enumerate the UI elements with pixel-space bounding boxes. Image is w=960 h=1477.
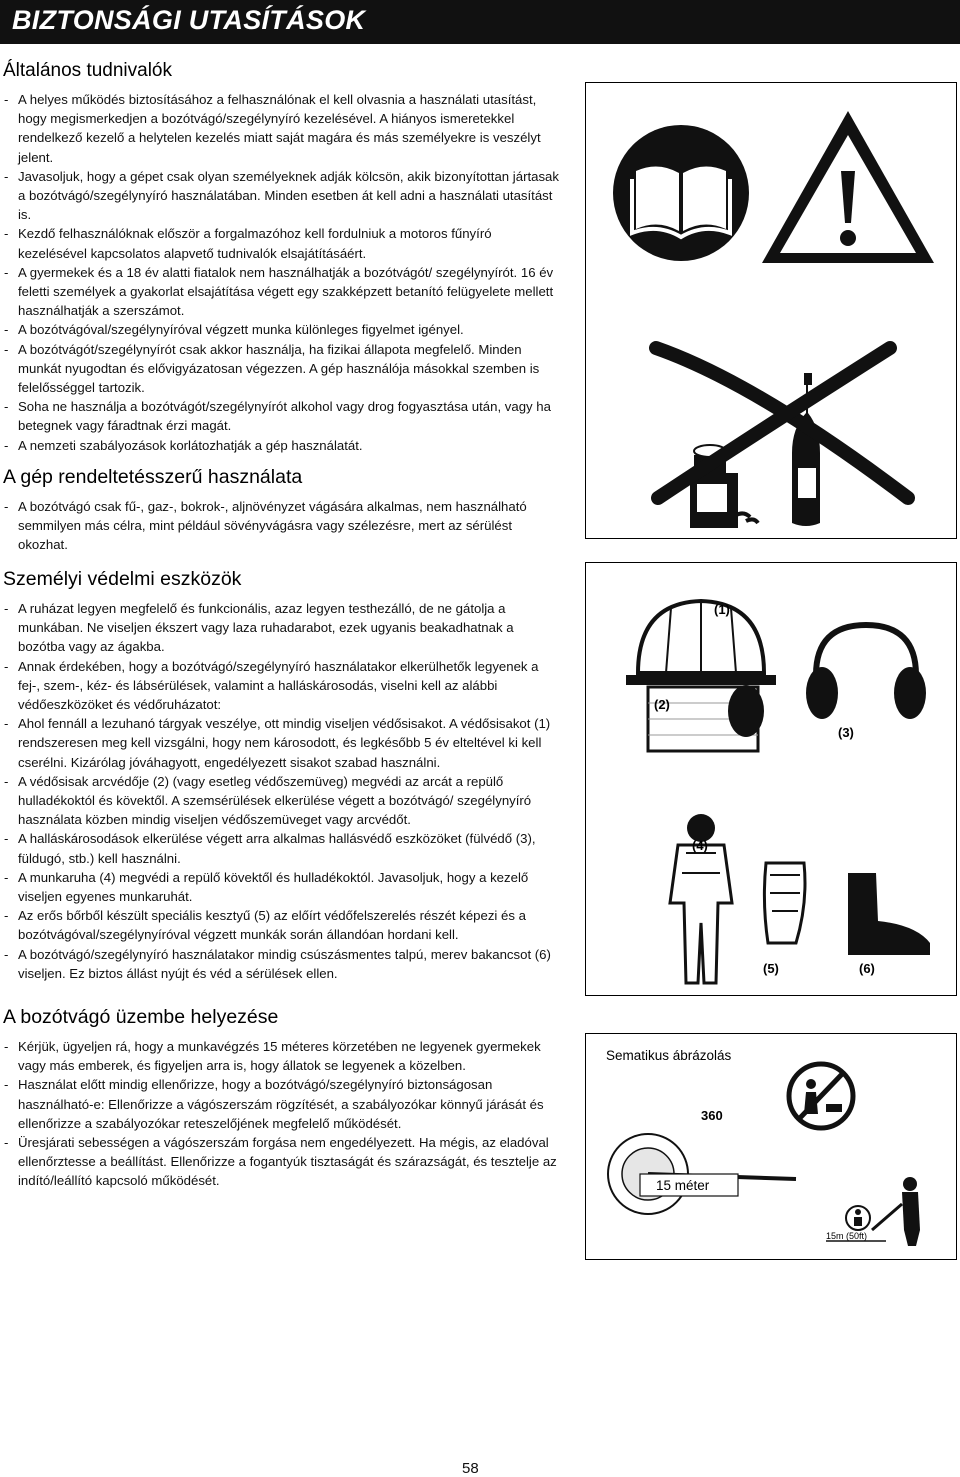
read-manual-icon [613, 125, 749, 261]
section-title: A gép rendeltetésszerű használata [3, 466, 303, 488]
label-2: (2) [654, 697, 670, 712]
list-item: - Javasoljuk, hogy a gépet csak olyan személyeknek adják kölcsön, akik bizonyítottan jártasak a bozótvágó/szegélynyíró használatában. Minden esetben át kell adni a használati utasítást is. [0, 167, 560, 225]
no-alcohol-icon [656, 348, 908, 528]
ppe-figure [585, 562, 957, 996]
item-list [0, 90, 560, 455]
list-item: - A ruházat legyen megfelelő és funkcionális, azaz legyen testhezálló, de ne gátolja a munkában. Ne viseljen ékszert vagy laza ruhadarabot, ezek ugyanis beakadhatnak a bozótba vagy az ágakba. [0, 599, 560, 657]
warning-triangle-icon [762, 111, 934, 263]
list-item: - A védősisak arcvédője (2) (vagy esetleg védőszemüveg) megvédi az arcát a repülő hulladékoktól és kövektől. A szemsérülések elkerülése végett a bozótvágó/ szegélynyíró használata közben mindig viseljen védőszemüveget vagy arcvédőt. [0, 772, 560, 830]
page-header [0, 0, 960, 44]
angle-label: 360 [701, 1108, 723, 1123]
list-item: - Annak érdekében, hogy a bozótvágó/szegélynyíró használatakor elkerülhetők legyenek a fej-, szem-, kéz- és lábsérülések, valamint a halláskárosodás, viselni kell az alábbi védőeszközöket és védőruházatot: [0, 657, 560, 715]
ppe-illustration [586, 563, 956, 995]
list-item: - A nemzeti szabályozások korlátozhatják a gép használatát. [0, 436, 560, 455]
label-3: (3) [838, 725, 854, 740]
section-title: Általános tudnivalók [3, 60, 172, 81]
no-people-icon [789, 1064, 853, 1128]
section-startup [0, 1006, 560, 1191]
list-item: - Kérjük, ügyeljen rá, hogy a munkavégzés 15 méteres körzetében ne legyenek gyermekek vagy más emberek, és figyeljen arra is, hogy állatok se legyenek a közelben. [0, 1037, 560, 1075]
page-title: BIZTONSÁGI UTASÍTÁSOK [12, 5, 366, 35]
distance-label: 15 méter [656, 1178, 710, 1193]
section-title: Személyi védelmi eszközök [3, 568, 242, 590]
list-item: - Használat előtt mindig ellenőrizze, hogy a bozótvágó/szegélynyíró biztonságosan használható-e: Ellenőrizze a vágószerszám rögzítését, a szabályozókar könnyű járását és ellenőrizze a szabályozókar reteszelőjének megfelelő működését. [0, 1075, 560, 1133]
label-5: (5) [763, 961, 779, 976]
list-item: - A bozótvágó/szegélynyíró használatakor mindig csúszásmentes talpú, merev bakancsot (6) viseljen. Ez biztos állást nyújt és véd a sérülések ellen. [0, 945, 560, 983]
list-item: - Soha ne használja a bozótvágót/szegélynyírót alkohol vagy drog fogyasztása után, vagy ha betegnek vagy fáradtnak érzi magát. [0, 397, 560, 435]
figure-caption: Sematikus ábrázolás [606, 1048, 732, 1063]
distance-small-label: 15m (50ft) [826, 1231, 868, 1241]
section-general [0, 60, 560, 455]
safety-distance-illustration [586, 1034, 956, 1259]
list-item: - A helyes működés biztosításához a felhasználónak el kell olvasnia a használati utasítást, hogy megismerkedjen a bozótvágó/szegélynyíró kezelésével. A hiányos ismeretekkel rendelkező kezelő a helytelen kezelés miatt saját magára és más személyekre is veszélyt jelent. [0, 90, 560, 167]
list-item: - Kezdő felhasználóknak először a forgalmazóhoz kell fordulniuk a motoros fűnyíró kezelésével kapcsolatos alapvető tudnivalók elsajátításáért. [0, 224, 560, 262]
label-6: (6) [859, 961, 875, 976]
glove-icon [764, 863, 805, 943]
section-intended-use [0, 466, 560, 555]
warning-figure [585, 82, 957, 539]
page-number: 58 [462, 1460, 479, 1477]
warning-illustration [586, 83, 956, 538]
list-item: - A bozótvágót/szegélynyírót csak akkor használja, ha fizikai állapota megfelelő. Minden munkát nyugodtan és elővigyázatosan végezzen. A gép használója másokkal szemben is felelősséggel tartozik. [0, 340, 560, 398]
boot-icon [848, 873, 930, 955]
operator-icon [872, 1177, 920, 1246]
list-item: - A halláskárosodások elkerülése végett arra alkalmas hallásvédő eszközöket (fülvédő (3), füldugó, stb.) kell használni. [0, 829, 560, 867]
section-title: A bozótvágó üzembe helyezése [3, 1006, 279, 1028]
label-4: (4) [692, 838, 708, 853]
label-1: (1) [714, 602, 730, 617]
list-item: - Az erős bőrből készült speciális kesztyű (5) az előírt védőfelszerelés részét képezi és a bozótvágóval/szegélynyíróval végzett munkák során állandóan hordani kell. [0, 906, 560, 944]
list-item: - A bozótvágó csak fű-, gaz-, bokrok-, aljnövényzet vágására alkalmas, nem használható semmilyen más célra, mint például sövényvágásra vagy szélezésre, mert az sérülést okozhat. [0, 497, 560, 555]
item-list [0, 497, 560, 555]
list-item: - Ahol fennáll a lezuhanó tárgyak veszélye, ott mindig viseljen védősisakot. A védősisakot (1) rendszeresen meg kell vizsgálni, hogy nem károsodott, és legkésőbb 5 év elteltével ki kell cserélni. Kizárólag jóváhagyott, engedélyezett sisakot szabad használni. [0, 714, 560, 772]
list-item: - A gyermekek és a 18 év alatti fiatalok nem használhatják a bozótvágót/ szegélynyírót. 16 év feletti személyek a gyakorlat elsajátítása végett egy szakképzett betanító felügyelete mellett használhatják a szerszámot. [0, 263, 560, 321]
list-item: - Üresjárati sebességen a vágószerszám forgása nem engedélyezett. Ha mégis, az eladóval ellenőrztesse a beállítást. Ellenőrizze a fogantyúk tisztaságát és szárazságát, és tesztelje az indító/leállító kapcsoló működését. [0, 1133, 560, 1191]
helmet-icon [626, 601, 776, 751]
earmuff-icon [806, 625, 926, 719]
section-ppe [0, 568, 560, 983]
item-list [0, 1037, 560, 1191]
item-list [0, 599, 560, 983]
safety-distance-figure [585, 1033, 957, 1260]
list-item: - A munkaruha (4) megvédi a repülő kövektől és hulladékoktól. Javasoljuk, hogy a kezelő viseljen egyenes munkaruhát. [0, 868, 560, 906]
list-item: - A bozótvágóval/szegélynyíróval végzett munka különleges figyelmet igényel. [0, 320, 560, 339]
child-icon [846, 1206, 870, 1230]
